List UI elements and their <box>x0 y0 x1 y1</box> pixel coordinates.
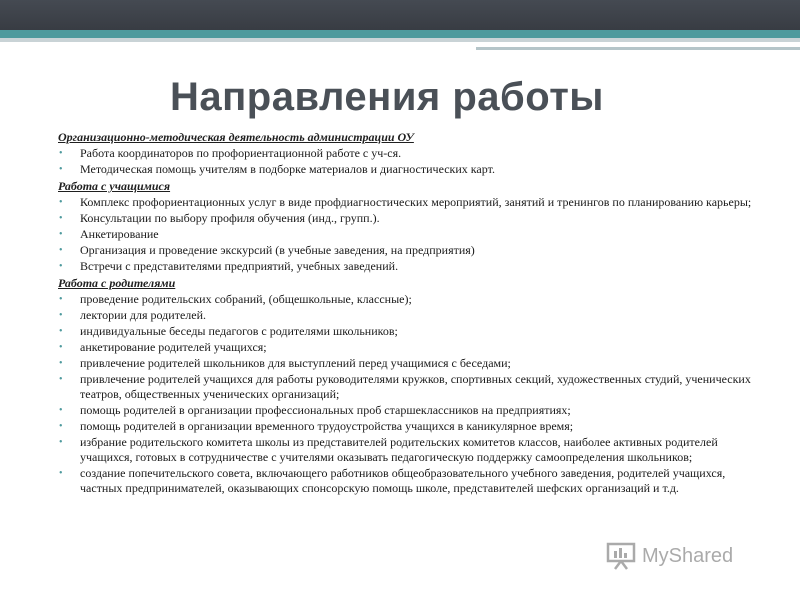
list-item: • помощь родителей в организации профессиональных проб старшеклассников на предприятиях; <box>59 403 571 417</box>
list-item: • Консультации по выбору профиля обучения (инд., групп.). <box>59 211 380 225</box>
presentation-board-icon <box>606 542 636 570</box>
bullet-icon: • <box>59 358 63 369</box>
list-item: • привлечение родителей школьников для выступлений перед учащимися с беседами; <box>59 356 511 370</box>
section-heading-students: Работа с учащимися <box>58 179 171 193</box>
bullet-icon: • <box>59 468 63 479</box>
bullet-icon: • <box>59 326 63 337</box>
header-divider-short <box>476 47 800 50</box>
bullet-icon: • <box>59 421 63 432</box>
bullet-icon: • <box>59 342 63 353</box>
list-item: • избрание родительского комитета школы из представителей родительских комитетов классов, наиболее активных родителей учащихся, готовых в сотрудничестве с учителями оказывать педагогическую поддержку самоопределения школьников; <box>59 435 718 464</box>
list-item: • Работа координаторов по профориентационной работе с уч-ся. <box>59 146 402 160</box>
section-heading-parents: Работа с родителями <box>58 276 176 290</box>
bullet-icon: • <box>59 437 63 448</box>
bullet-icon: • <box>59 245 63 256</box>
list-item: • Организация и проведение экскурсий (в учебные заведения, на предприятия) <box>59 243 475 257</box>
list-item: • Методическая помощь учителям в подборке материалов и диагностических карт. <box>59 162 495 176</box>
list-item: • привлечение родителей учащихся для работы руководителями кружков, спортивных секций, художественных студий, ученических театров, общественных ученических организаций; <box>59 372 751 401</box>
myshared-watermark <box>606 541 733 571</box>
bullet-icon: • <box>59 405 63 416</box>
watermark-text: MyShared <box>642 544 734 567</box>
header-divider-long <box>0 38 800 42</box>
list-item: • проведение родительских собраний, (общешкольные, классные); <box>59 292 412 306</box>
list-item: • Анкетирование <box>59 227 159 241</box>
bullet-icon: • <box>59 294 63 305</box>
bullet-icon: • <box>59 310 63 321</box>
header-accent-stripe <box>0 30 800 38</box>
list-item: • Комплекс профориентационных услуг в виде профдиагностических мероприятий, занятий и тренингов по планированию карьеры; <box>59 195 752 209</box>
section-list-administration <box>58 146 758 177</box>
bullet-icon: • <box>59 164 63 175</box>
slide-content <box>58 128 758 497</box>
section-list-parents <box>58 292 758 496</box>
bullet-icon: • <box>59 197 63 208</box>
list-item: • анкетирование родителей учащихся; <box>59 340 267 354</box>
bullet-icon: • <box>59 261 63 272</box>
list-item: • создание попечительского совета, включающего работников общеобразовательного учебного заведения, родителей учащихся, частных предпринимателей, оказывающих спонсорскую помощь школе, представителей шефских организаций и т.д. <box>59 466 726 495</box>
slide-title: Направления работы <box>170 75 604 119</box>
section-list-students <box>58 195 758 274</box>
bullet-icon: • <box>59 148 63 159</box>
list-item: • Встречи с представителями предприятий, учебных заведений. <box>59 259 399 273</box>
section-heading-administration: Организационно-методическая деятельность администрации ОУ <box>58 130 414 144</box>
list-item: • лектории для родителей. <box>59 308 207 322</box>
bullet-icon: • <box>59 374 63 385</box>
bullet-icon: • <box>59 213 63 224</box>
header-bar <box>0 0 800 30</box>
list-item: • помощь родителей в организации временного трудоустройства учащихся в каникулярное время; <box>59 419 574 433</box>
bullet-icon: • <box>59 229 63 240</box>
list-item: • индивидуальные беседы педагогов с родителями школьников; <box>59 324 398 338</box>
